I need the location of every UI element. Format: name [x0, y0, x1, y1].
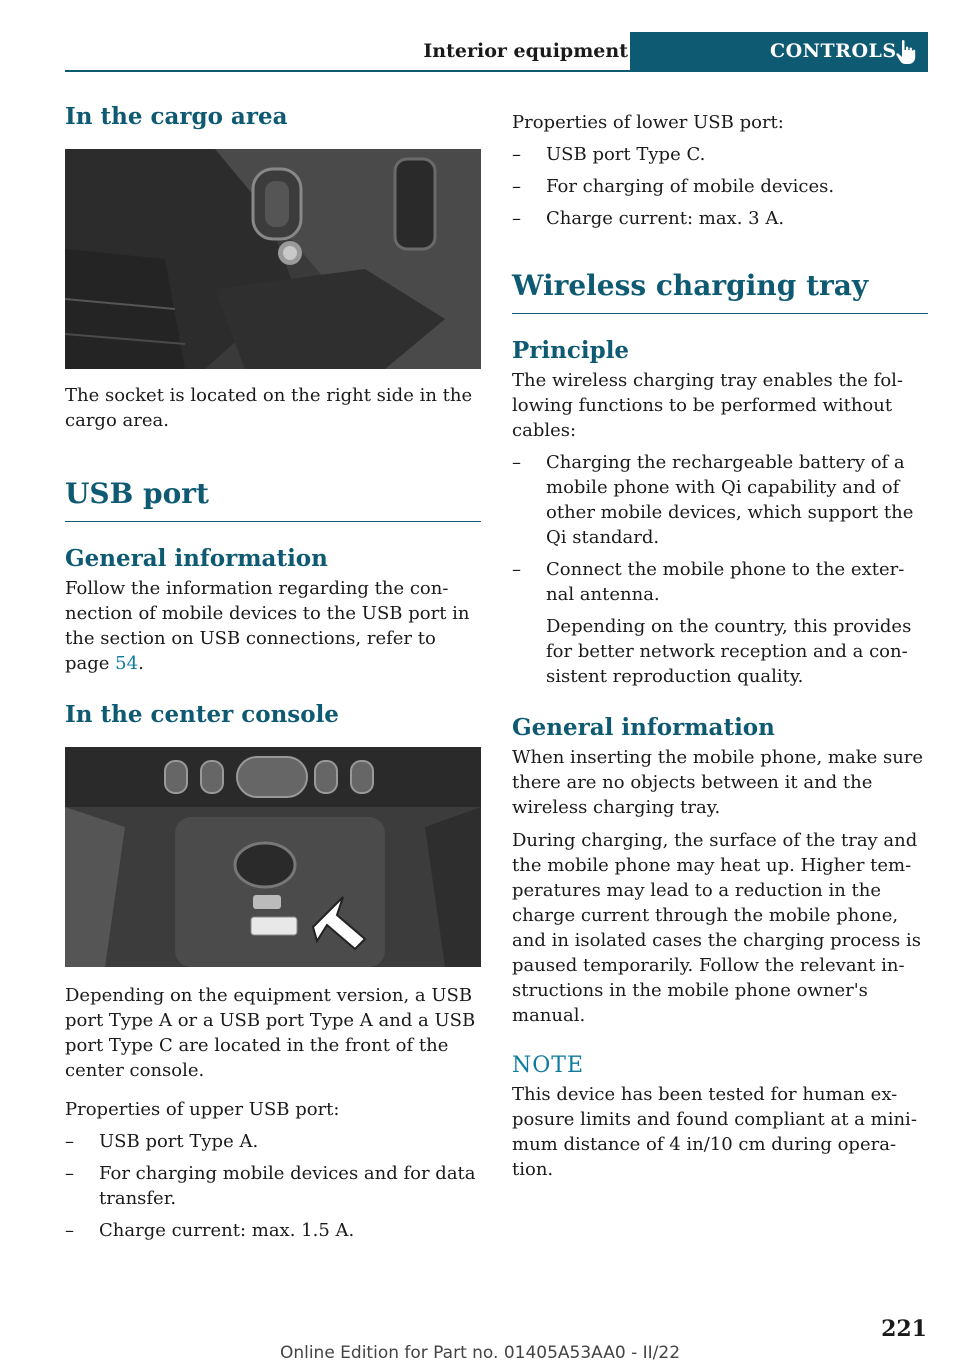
left-column [65, 102, 481, 1243]
page-header [65, 32, 928, 72]
cargo-area-text: The socket is located on the right side in the cargo area. [65, 385, 473, 431]
section-title: Interior equipment [423, 40, 628, 62]
list-item: – Charge current: max. 1.5 A. [65, 1218, 481, 1243]
general-information-period: . [138, 653, 144, 674]
header-rule [65, 70, 928, 72]
wireless-charging-tray-heading: Wireless charging tray [512, 267, 928, 314]
list-item: – Charge current: max. 3 A. [512, 206, 928, 231]
note-text: This device has been tested for human ex-posure limits and found compliant at a mini-mum distance of 4 in/10 cm during opera-tion. [512, 1084, 917, 1180]
list-item: – Charging the rechargeable battery of a mobile phone with Qi capability and of other mobile devices, which support the Qi standard. [512, 450, 928, 550]
general-information-heading-right: General information [512, 714, 775, 741]
principle-heading: Principle [512, 337, 630, 364]
list-item: – USB port Type A. [65, 1129, 481, 1154]
chapter-tab [630, 32, 928, 72]
general-information-p1: When inserting the mobile phone, make sure there are no objects between it and the wireless charging tray. [512, 747, 924, 818]
center-console-photo [65, 747, 481, 967]
general-information-text [65, 576, 481, 676]
hand-pointer-icon [894, 39, 918, 65]
page-number: 221 [881, 1316, 927, 1342]
principle-subtext: Depending on the country, this provides for better network reception and a con-sistent reproduction quality. [546, 616, 912, 687]
general-information-heading: General information [65, 545, 328, 572]
right-column [512, 110, 928, 1182]
list-item: – USB port Type C. [512, 142, 928, 167]
usb-port-heading: USB port [65, 475, 481, 522]
chapter-title: CONTROLS [770, 40, 897, 62]
upper-usb-properties-heading: Properties of upper USB port: [65, 1099, 340, 1120]
center-console-text: Depending on the equipment version, a USB port Type A or a USB port Type A and a USB port Type C are located in the front of the center console. [65, 985, 476, 1081]
list-item: – For charging of mobile devices. [512, 174, 928, 199]
page-link-54[interactable]: 54 [115, 653, 139, 674]
general-information-p2: During charging, the surface of the tray and the mobile phone may heat up. Higher tem-peratures may lead to a reduction in the charge current through the mobile phone, and in isolated cases the charging process is paused temporarily. Follow the relevant in-structions in the mobile phone owner's manual. [512, 830, 921, 1026]
lower-usb-properties-heading: Properties of lower USB port: [512, 112, 784, 133]
upper-usb-properties-list [65, 1129, 481, 1243]
principle-text: The wireless charging tray enables the fol-lowing functions to be performed without cables: [512, 370, 903, 441]
note-title: NOTE [512, 1053, 585, 1078]
lower-usb-properties-list [512, 142, 928, 231]
general-information-body: Follow the information regarding the con-nection of mobile devices to the USB port in the section on USB connections, refer to page [65, 578, 470, 674]
cargo-area-heading: In the cargo area [65, 103, 288, 130]
cargo-area-photo [65, 149, 481, 369]
edition-footer: Online Edition for Part no. 01405A53AA0 - II/22 [279, 1343, 681, 1363]
list-item: – For charging mobile devices and for data transfer. [65, 1161, 481, 1211]
list-item: – Connect the mobile phone to the exter-nal antenna. [512, 557, 928, 607]
center-console-heading: In the center console [65, 701, 339, 728]
principle-list [512, 450, 928, 607]
